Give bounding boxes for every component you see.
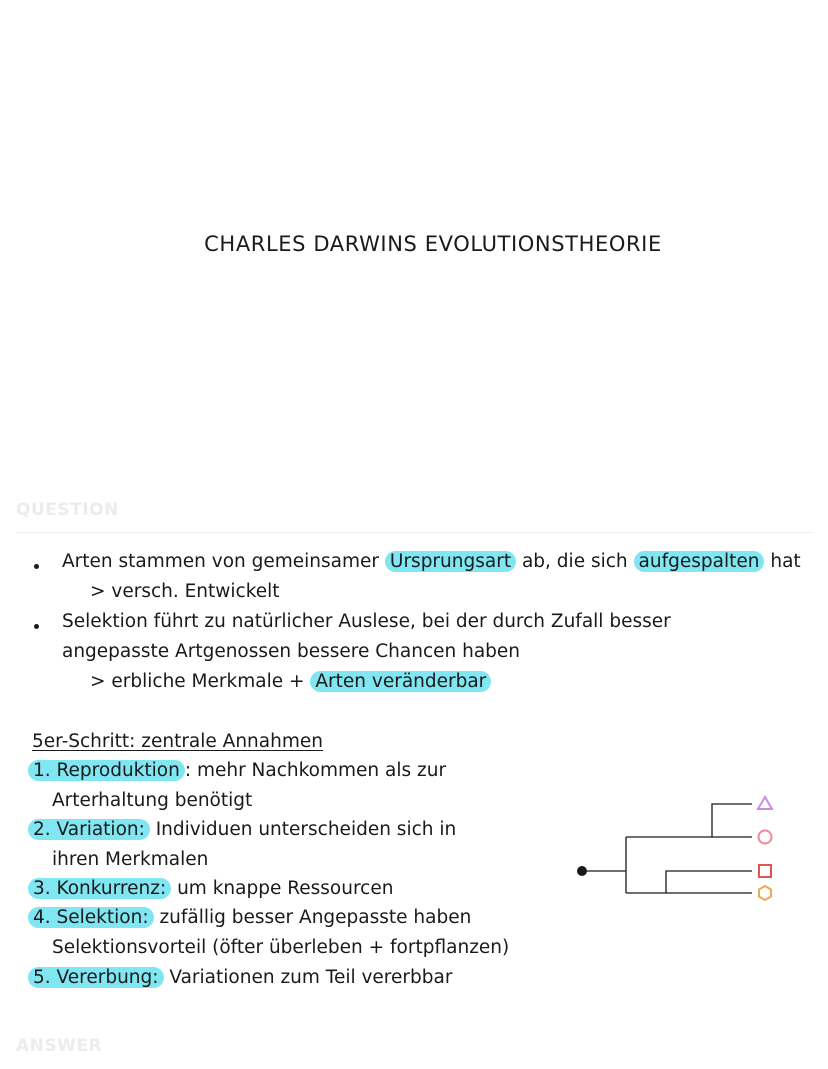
bullet-2-line1: Selektion führt zu natürlicher Auslese, bei der durch Zufall besser [62,611,671,632]
highlight-arten-veraenderbar: Arten veränderbar [310,671,491,692]
step-4-cont: Selektionsvorteil (öfter überleben + fortpflanzen) [52,937,510,958]
bullet-1-line [62,550,801,574]
triangle-icon [758,797,772,809]
bullet-dot [34,564,39,569]
step-5 [28,966,452,990]
divider [16,532,812,533]
step-3 [28,877,393,901]
highlight-aufgespalten: aufgespalten [634,551,765,572]
bullet-1-sub: > versch. Entwickelt [90,581,280,602]
bullet-2-sub [90,670,491,694]
step-key: 3. Konkurrenz: [28,878,171,899]
step-text: : mehr Nachkommen als zur [184,760,447,781]
question-label: QUESTION [16,500,119,520]
step-key: 2. Variation: [28,819,150,840]
highlight-ursprungsart: Ursprungsart [385,551,516,572]
step-text: zufällig besser Angepasste haben [153,907,472,928]
tree-root-node [577,866,587,876]
text-segment: hat [770,551,801,572]
step-key: 1. Reproduktion [28,760,185,781]
tree-branch-lower [626,871,752,893]
text-segment: ab, die sich [521,551,628,572]
steps-heading: 5er-Schritt: zentrale Annahmen [32,731,323,752]
step-4 [28,906,471,930]
step-2-cont: ihren Merkmalen [52,849,209,870]
bullet-dot [34,624,39,629]
square-icon [759,865,771,877]
step-text: Individuen unterscheiden sich in [149,819,457,840]
phylogenetic-tree [570,792,790,922]
text-segment: Arten stammen von gemeinsamer [62,551,380,572]
step-key: 4. Selektion: [28,907,154,928]
circle-icon [759,831,772,844]
hexagon-icon [759,886,771,900]
step-1-cont: Arterhaltung benötigt [52,790,253,811]
step-key: 5. Vererbung: [28,967,164,988]
step-text: Variationen zum Teil vererbbar [163,967,453,988]
text-segment: > erbliche Merkmale + [90,671,305,692]
page-title: CHARLES DARWINS EVOLUTIONSTHEORIE [204,232,662,256]
tree-branch-upper [626,804,752,837]
step-2 [28,818,456,842]
step-1 [28,759,446,783]
bullet-2-line2: angepasste Artgenossen bessere Chancen haben [62,641,521,662]
step-text: um knappe Ressourcen [171,878,394,899]
answer-label: ANSWER [16,1036,103,1056]
